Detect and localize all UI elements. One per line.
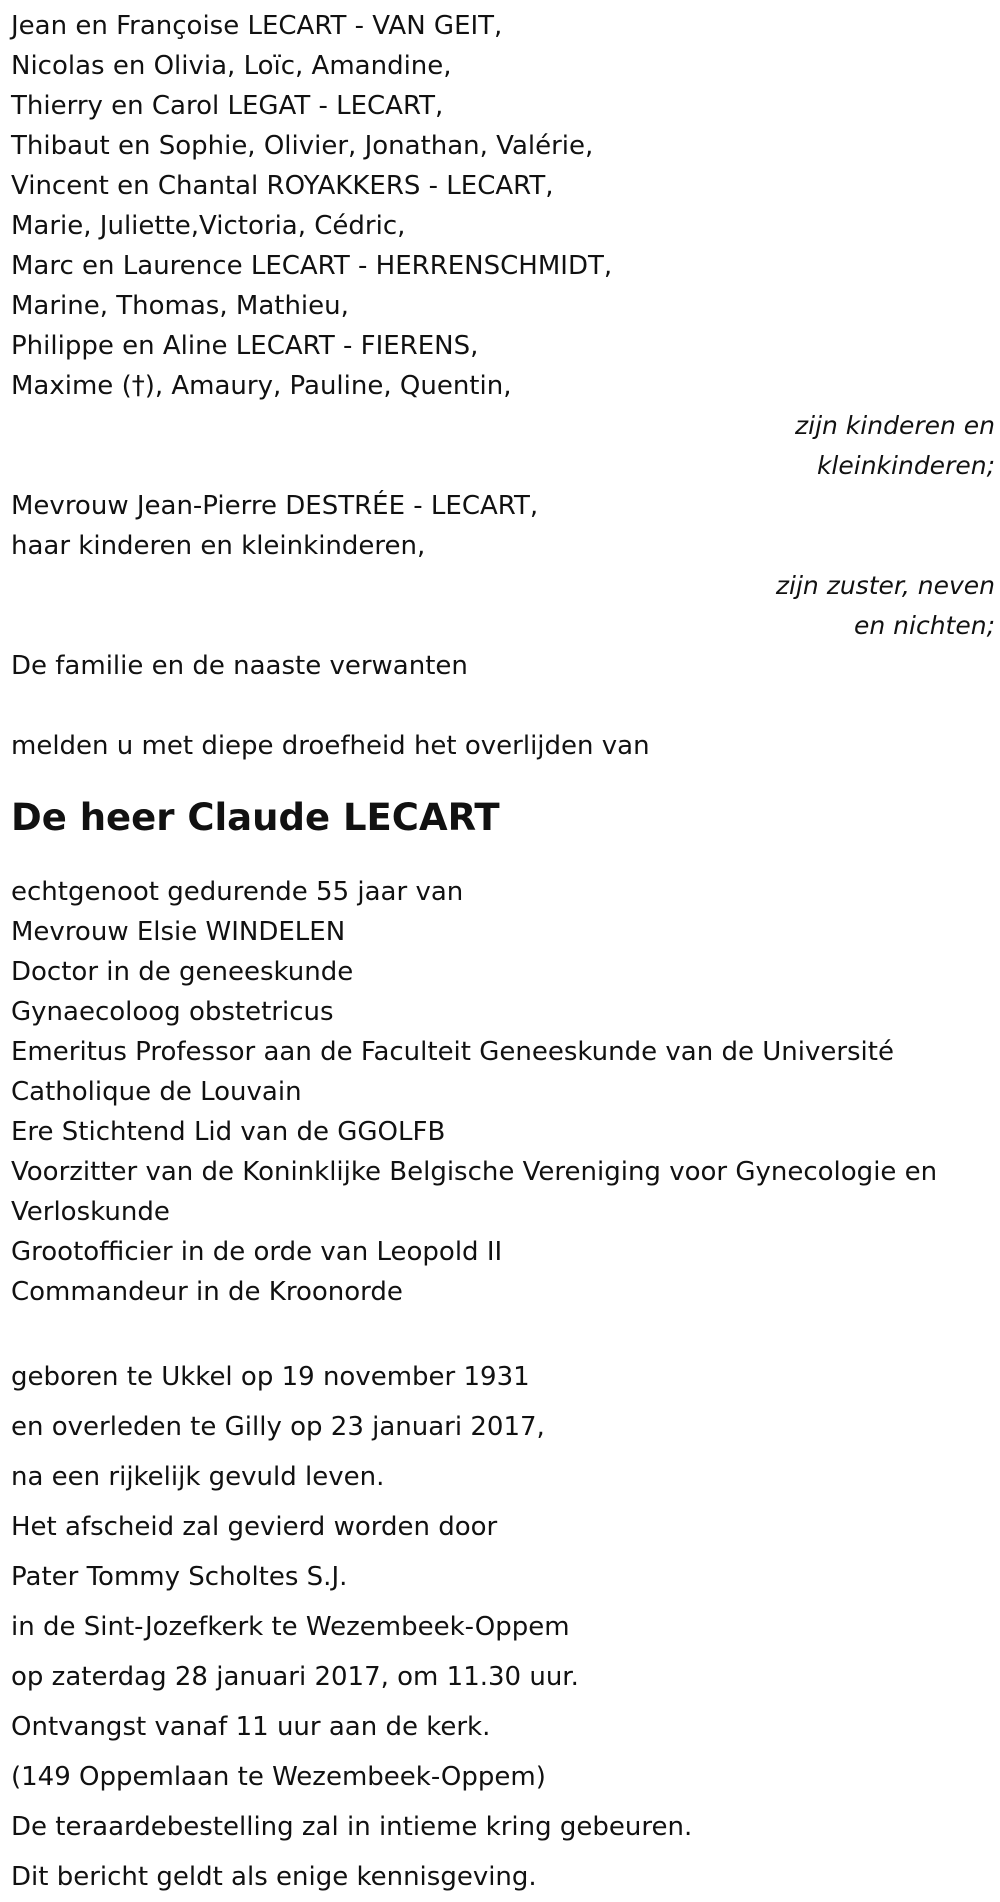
detail-line: De teraardebestelling zal in intieme kring gebeuren. bbox=[11, 1812, 693, 1842]
sister-attribution bbox=[11, 566, 1000, 646]
title-line: Commandeur in de Kroonorde bbox=[11, 1277, 403, 1307]
title-line: Mevrouw Elsie WINDELEN bbox=[11, 917, 346, 947]
detail-line: Dit bericht geldt als enige kennisgeving. bbox=[11, 1862, 537, 1892]
attribution-line: zijn kinderen en bbox=[795, 411, 995, 440]
deceased-name: De heer Claude LECART bbox=[11, 796, 500, 839]
sister-block bbox=[11, 486, 1000, 646]
detail-line: (149 Oppemlaan te Wezembeek-Oppem) bbox=[11, 1762, 546, 1792]
attribution-line: en nichten; bbox=[853, 611, 995, 640]
attribution-line: zijn zuster, neven bbox=[775, 571, 995, 600]
title-line: Voorzitter van de Koninklijke Belgische Vereniging voor Gynecologie en bbox=[11, 1157, 938, 1187]
title-line: Doctor in de geneeskunde bbox=[11, 957, 354, 987]
titles-block bbox=[11, 872, 1000, 1312]
family-line: Marine, Thomas, Mathieu, bbox=[11, 291, 349, 321]
family-line: Thierry en Carol LEGAT - LECART, bbox=[11, 91, 444, 121]
family-line: Vincent en Chantal ROYAKKERS - LECART, bbox=[11, 171, 554, 201]
family-block bbox=[11, 0, 1000, 486]
detail-line: Pater Tommy Scholtes S.J. bbox=[11, 1562, 348, 1592]
family-line: Jean en Françoise LECART - VAN GEIT, bbox=[11, 11, 503, 41]
title-line: Grootofficier in de orde van Leopold II bbox=[11, 1237, 503, 1267]
title-line: Gynaecoloog obstetricus bbox=[11, 997, 334, 1027]
family-attribution bbox=[11, 406, 1000, 486]
family-line: Philippe en Aline LECART - FIERENS, bbox=[11, 331, 479, 361]
detail-line: Het afscheid zal gevierd worden door bbox=[11, 1512, 498, 1542]
title-line: Verloskunde bbox=[11, 1197, 170, 1227]
detail-line: op zaterdag 28 januari 2017, om 11.30 uur. bbox=[11, 1662, 579, 1692]
title-line: Catholique de Louvain bbox=[11, 1077, 302, 1107]
family-line: Maxime (†), Amaury, Pauline, Quentin, bbox=[11, 371, 512, 401]
relatives-line: De familie en de naaste verwanten bbox=[11, 651, 468, 681]
detail-line: na een rijkelijk gevuld leven. bbox=[11, 1462, 385, 1492]
title-line: Emeritus Professor aan de Faculteit Geneeskunde van de Université bbox=[11, 1037, 894, 1067]
title-line: Ere Stichtend Lid van de GGOLFB bbox=[11, 1117, 446, 1147]
title-line: echtgenoot gedurende 55 jaar van bbox=[11, 877, 464, 907]
details-block bbox=[11, 1352, 1000, 1902]
detail-line: geboren te Ukkel op 19 november 1931 bbox=[11, 1362, 530, 1392]
family-line: Marie, Juliette,Victoria, Cédric, bbox=[11, 211, 406, 241]
detail-line: in de Sint-Jozefkerk te Wezembeek-Oppem bbox=[11, 1612, 570, 1642]
family-line: Marc en Laurence LECART - HERRENSCHMIDT, bbox=[11, 251, 613, 281]
announcement-line: melden u met diepe droefheid het overlijden van bbox=[11, 731, 650, 761]
family-line: Nicolas en Olivia, Loïc, Amandine, bbox=[11, 51, 452, 81]
sister-line: Mevrouw Jean-Pierre DESTRÉE - LECART, bbox=[11, 491, 539, 521]
family-line: Thibaut en Sophie, Olivier, Jonathan, Valérie, bbox=[11, 131, 594, 161]
detail-line: Ontvangst vanaf 11 uur aan de kerk. bbox=[11, 1712, 491, 1742]
attribution-line: kleinkinderen; bbox=[816, 451, 995, 480]
sister-line: haar kinderen en kleinkinderen, bbox=[11, 531, 426, 561]
detail-line: en overleden te Gilly op 23 januari 2017, bbox=[11, 1412, 545, 1442]
